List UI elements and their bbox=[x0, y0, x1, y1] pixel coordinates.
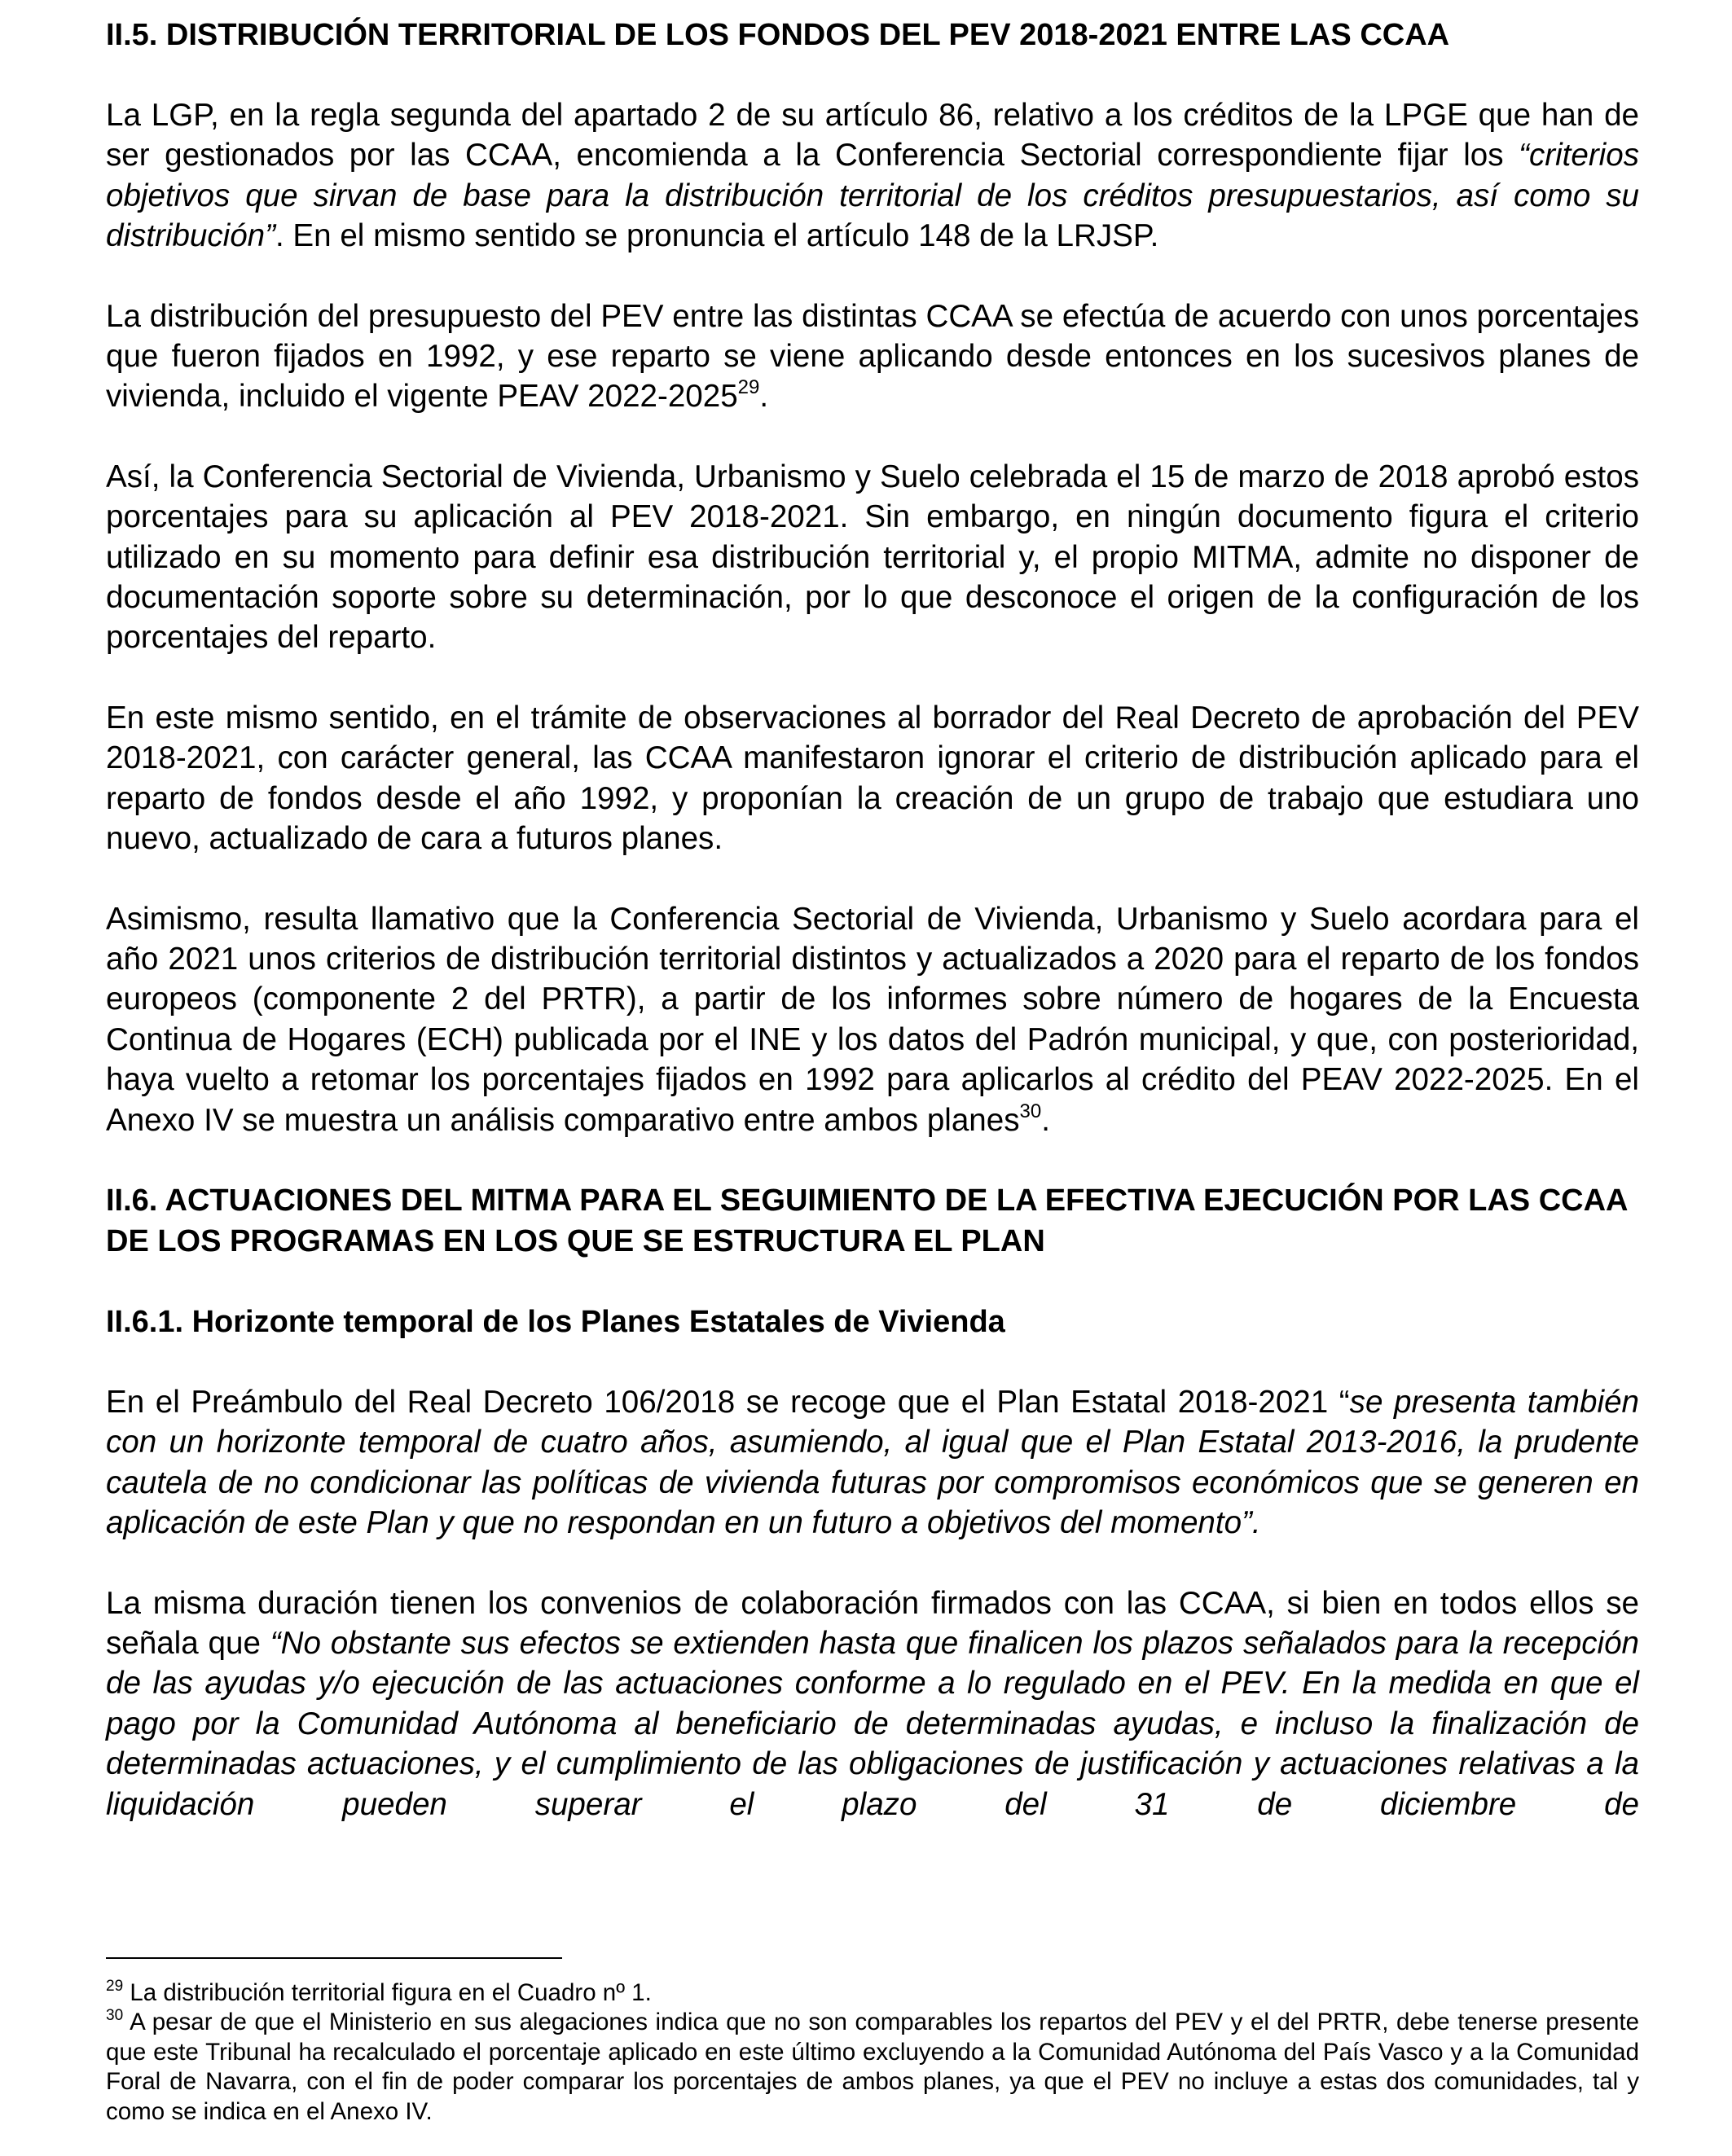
paragraph-ii5-2 bbox=[106, 296, 1639, 417]
paragraph-text: En el Preámbulo del Real Decreto 106/2018 se recoge que el Plan Estatal 2018-2021 “ bbox=[106, 1384, 1350, 1420]
footnote-30 bbox=[106, 2008, 1639, 2127]
footnote-text: A pesar de que el Ministerio en sus alegaciones indica que no son comparables los repartos del PEV y el del PRTR, debe tenerse presente que este Tribunal ha recalculado el porcentaje aplicado en este último excluyendo a la Comunidad Autónoma del País Vasco y a la Comunidad Foral de Navarra, con el fin de poder comparar los porcentajes de ambos planes, ya que el PEV no incluye a estas dos comunidades, tal y como se indica en el Anexo IV. bbox=[106, 2009, 1639, 2125]
footnote-29 bbox=[106, 1978, 1639, 2008]
paragraph-text: . En el mismo sentido se pronuncia el artículo 148 de la LRJSP. bbox=[275, 218, 1159, 254]
paragraph-ii5-3: Así, la Conferencia Sectorial de Vivienda, Urbanismo y Suelo celebrada el 15 de marzo de 2018 aprobó estos porcentajes para su aplicación al PEV 2018-2021. Sin embargo, en ningún documento figura el criterio utilizado en su momento para definir esa distribución territorial y, el propio MITMA, admite no disponer de documentación soporte sobre su determinación, por lo que desconoce el origen de la configuración de los porcentajes del reparto. bbox=[106, 459, 1639, 656]
footnote-number: 29 bbox=[106, 1978, 124, 1995]
quoted-text: se presenta también con un horizonte temporal de cuatro años, asumiendo, al igual que el Plan Estatal 2013-2016, la prudente cautela de no condicionar las políticas de vivienda futuras por compromisos económicos que se generen en aplicación de este Plan y que no respondan en un futuro a objetivos del momento”. bbox=[106, 1384, 1639, 1541]
paragraph-ii5-5 bbox=[106, 899, 1639, 1140]
section-title-ii6: II.6. ACTUACIONES DEL MITMA PARA EL SEGUIMIENTO DE LA EFECTIVA EJECUCIÓN POR LAS CCAA DE LOS PROGRAMAS EN LOS QUE SE ESTRUCTURA EL PLAN bbox=[106, 1183, 1628, 1258]
footnote-number: 30 bbox=[106, 2007, 124, 2025]
paragraph-text: La LGP, en la regla segunda del apartado 2 de su artículo 86, relativo a los créditos de la LPGE que han de ser gestionados por las CCAA, encomienda a la Conferencia Sectorial correspondiente fijar los bbox=[106, 98, 1639, 173]
paragraph-text: La misma duración tienen los convenios de colaboración firmados con las CCAA, si bien en todos ellos se señala que bbox=[106, 1585, 1639, 1661]
subsection-title-ii61: II.6.1. Horizonte temporal de los Planes Estatales de Vivienda bbox=[106, 1304, 1005, 1339]
paragraph-text: . bbox=[1041, 1102, 1050, 1138]
section-title-ii5: II.5. DISTRIBUCIÓN TERRITORIAL DE LOS FONDOS DEL PEV 2018-2021 ENTRE LAS CCAA bbox=[106, 18, 1450, 52]
footnote-text: La distribución territorial figura en el Cuadro nº 1. bbox=[123, 1979, 652, 2006]
paragraph-ii5-1 bbox=[106, 95, 1639, 257]
paragraph-text: Asimismo, resulta llamativo que la Conferencia Sectorial de Vivienda, Urbanismo y Suelo acordara para el año 2021 unos criterios de distribución territorial distintos y actualizados a 2020 para el reparto de los fondos europeos (componente 2 del PRTR), a partir de los informes sobre número de hogares de la Encuesta Continua de Hogares (ECH) publicada por el INE y los datos del Padrón municipal, y que, con posterioridad, haya vuelto a retomar los porcentajes fijados en 1992 para aplicarlos al crédito del PEAV 2022-2025. En el Anexo IV se muestra un análisis comparativo entre ambos planes bbox=[106, 901, 1639, 1138]
paragraph-text: . bbox=[759, 379, 769, 415]
paragraph-text: La distribución del presupuesto del PEV entre las distintas CCAA se efectúa de acuerdo con unos porcentajes que fueron fijados en 1992, y ese reparto se viene aplicando desde entonces en los sucesivos planes de vivienda, incluido el vigente PEAV 2022-2025 bbox=[106, 298, 1639, 415]
paragraph-ii5-4: En este mismo sentido, en el trámite de observaciones al borrador del Real Decreto de aprobación del PEV 2018-2021, con carácter general, las CCAA manifestaron ignorar el criterio de distribución aplicado para el reparto de fondos desde el año 1992, y proponían la creación de un grupo de trabajo que estudiara uno nuevo, actualizado de cara a futuros planes. bbox=[106, 700, 1639, 857]
document-page bbox=[106, 15, 1639, 1824]
quoted-text: “criterios objetivos que sirvan de base para la distribución territorial de los créditos presupuestarios, así como su distribución” bbox=[106, 138, 1639, 254]
footnote-ref-29[interactable]: 29 bbox=[737, 376, 760, 399]
footnote-ref-30[interactable]: 30 bbox=[1019, 1100, 1042, 1122]
paragraph-ii61-1 bbox=[106, 1382, 1639, 1543]
quoted-text: “No obstante sus efectos se extienden hasta que finalicen los plazos señalados para la recepción de las ayudas y/o ejecución de las actuaciones conforme a lo regulado en el PEV. En la medida en que el pago por la Comunidad Autónoma al beneficiario de determinadas ayudas, e incluso la finalización de determinadas actuaciones, y el cumplimiento de las obligaciones de justificación y actuaciones relativas a la liquidación pueden superar el plazo del 31 de diciembre de bbox=[106, 1625, 1639, 1822]
footnote-separator bbox=[106, 1957, 562, 1959]
paragraph-ii61-2 bbox=[106, 1583, 1639, 1824]
footnotes bbox=[106, 1957, 1639, 2127]
